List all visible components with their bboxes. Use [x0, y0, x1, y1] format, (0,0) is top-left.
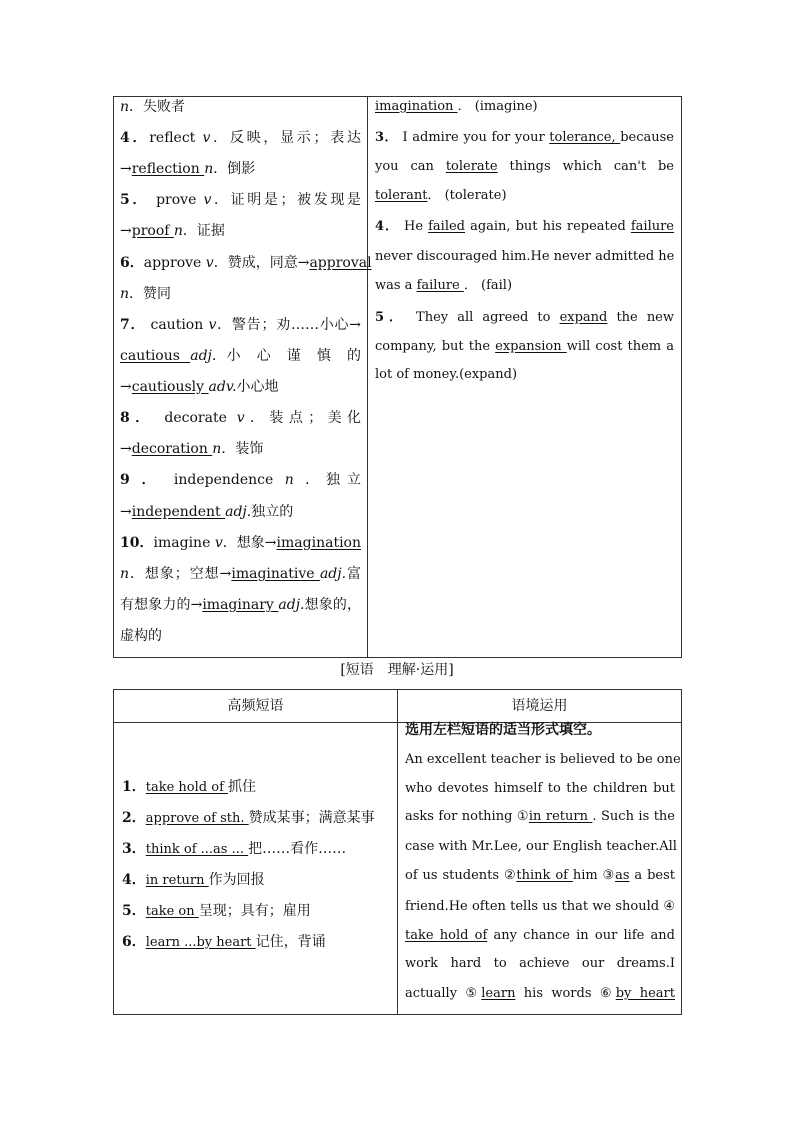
- text-line: [120, 470, 361, 490]
- answer-blank: in return: [528, 809, 593, 824]
- text-span: ．证明是；被发现是: [211, 192, 361, 208]
- context-line: [405, 926, 675, 946]
- answer-blank: imagination: [276, 535, 361, 551]
- text-span: things which can't be: [497, 159, 674, 174]
- phrase-text: learn ...by heart: [145, 935, 256, 950]
- phrase-number: 3．: [122, 841, 146, 857]
- text-span: adj.: [190, 348, 217, 364]
- text-span: v: [214, 535, 223, 551]
- text-span: any chance in our life and: [487, 928, 675, 943]
- text-span: actually ⑤: [405, 986, 482, 1001]
- phrase-meaning: 作为回报: [208, 872, 265, 888]
- phrase-item: [122, 870, 394, 891]
- context-line: [405, 779, 675, 799]
- text-line: [120, 564, 361, 584]
- text-span: I admire you for your: [397, 130, 550, 145]
- answer-blank: tolerant: [375, 188, 428, 203]
- text-span: n: [212, 441, 222, 457]
- text-span: →: [120, 223, 132, 239]
- text-line: [120, 502, 361, 522]
- context-line: [405, 720, 675, 740]
- text-span: ．证据: [182, 223, 225, 239]
- text-span: imagine: [153, 535, 215, 551]
- phrase-number: 4．: [122, 872, 146, 888]
- answer-blank: imaginary: [202, 597, 279, 613]
- phrase-meaning: 呈现；具有；雇用: [198, 903, 311, 919]
- answer-blank: cautious: [120, 348, 191, 364]
- text-span: ．赞同: [129, 286, 172, 302]
- answer-blank: imagination: [375, 99, 458, 114]
- answer-blank: by heart: [615, 986, 675, 1001]
- text-span: 7．: [120, 317, 146, 333]
- text-span: 3．: [375, 130, 398, 145]
- answer-blank: take hold of: [405, 928, 488, 943]
- text-span: n: [120, 566, 130, 582]
- text-line: [375, 97, 674, 117]
- phrase-meaning: 记住，背诵: [255, 934, 326, 950]
- text-line: [375, 128, 674, 148]
- phrase-item: [122, 777, 394, 798]
- text-line: [375, 247, 674, 267]
- text-span: 小心地: [236, 379, 279, 395]
- phrase-meaning: 抓住: [228, 779, 257, 795]
- text-span: adj.: [278, 597, 305, 613]
- text-span: 4．: [375, 219, 399, 234]
- text-span: 虚构的: [120, 628, 162, 644]
- text-span: 9 ．: [120, 472, 163, 488]
- phrase-number: 2．: [122, 810, 146, 826]
- vocabulary-left-column: [114, 97, 372, 657]
- text-line: [120, 159, 361, 179]
- text-span: ．警告；劝……小心→: [216, 317, 362, 333]
- text-line: [120, 346, 361, 366]
- text-line: [375, 186, 674, 206]
- text-span: a best: [629, 868, 675, 883]
- text-line: [120, 626, 361, 646]
- text-line: [120, 284, 361, 304]
- answer-blank: imaginative: [231, 566, 320, 582]
- phrase-text: take on: [145, 904, 199, 919]
- text-line: [120, 595, 361, 615]
- text-span: the new: [607, 310, 675, 325]
- answer-blank: failed: [428, 219, 465, 234]
- answer-blank: as: [615, 868, 630, 883]
- text-span: v: [203, 192, 212, 208]
- phrase-text: think of ...as ...: [145, 842, 249, 857]
- text-span: ．装饰: [221, 441, 264, 457]
- text-span: of us students ②: [405, 868, 517, 883]
- answer-blank: learn: [481, 986, 516, 1001]
- text-span: →: [120, 379, 132, 395]
- column-divider: [397, 690, 398, 1014]
- text-line: [375, 276, 674, 296]
- text-span: decorate: [154, 410, 237, 426]
- text-line: [120, 533, 361, 553]
- text-line: [120, 377, 361, 397]
- text-line: [375, 365, 674, 385]
- text-span: 富: [346, 566, 362, 582]
- text-line: [375, 308, 674, 328]
- vocabulary-table: [113, 96, 682, 658]
- text-span: n: [284, 472, 294, 488]
- text-span: He: [398, 219, 429, 234]
- text-line: [375, 337, 674, 357]
- phrase-number: 1．: [122, 779, 146, 795]
- context-line: [405, 866, 675, 886]
- text-line: [120, 128, 361, 148]
- context-line: [405, 897, 675, 917]
- text-span: They all agreed to: [406, 310, 560, 325]
- context-line: [405, 837, 675, 857]
- answer-blank: tolerate: [445, 159, 498, 174]
- text-span: 8．: [120, 410, 155, 426]
- text-span: 10．: [120, 535, 154, 551]
- text-span: 5．: [120, 192, 149, 208]
- vocabulary-right-column: [368, 97, 681, 657]
- text-span: v: [236, 410, 245, 426]
- phrase-text: approve of sth.: [145, 811, 249, 826]
- context-line: [405, 954, 675, 974]
- text-span: v: [208, 317, 217, 333]
- answer-blank: tolerance,: [549, 130, 621, 145]
- text-span: company, but the: [375, 339, 496, 354]
- text-span: friend.He often tells us that we should ④: [405, 899, 675, 914]
- text-span: reflect: [149, 130, 203, 146]
- text-span: n: [204, 161, 214, 177]
- text-span: adj.: [319, 566, 347, 582]
- text-span: caution: [145, 317, 209, 333]
- text-span: 4．: [120, 130, 150, 146]
- text-span: ．独立: [293, 472, 361, 488]
- text-span: will cost them a: [566, 339, 674, 354]
- text-span: case with Mr.Lee, our English teacher.All: [405, 839, 677, 854]
- text-span: 选用左栏短语的适当形式填空。: [405, 722, 601, 738]
- phrase-text: take hold of: [145, 780, 229, 795]
- text-span: 小 心 谨 慎 的: [216, 348, 361, 364]
- text-span: →: [120, 161, 132, 177]
- text-span: ．失败者: [129, 99, 186, 115]
- text-span: adv.: [208, 379, 237, 395]
- text-span: 独立的: [251, 504, 294, 520]
- text-span: An excellent teacher is believed to be one: [405, 752, 681, 767]
- text-span: ． (fail): [463, 278, 513, 293]
- header-high-frequency-phrases: 高频短语: [227, 698, 284, 714]
- text-span: work hard to achieve our dreams.I: [405, 956, 675, 971]
- text-span: ．装点；美化: [244, 410, 362, 426]
- text-span: because: [620, 130, 674, 145]
- text-span: adj.: [225, 504, 252, 520]
- text-span: v: [205, 255, 214, 271]
- text-span: v: [202, 130, 211, 146]
- text-line: [120, 190, 361, 210]
- text-line: [120, 97, 361, 117]
- text-span: 有想象力的→: [120, 597, 203, 613]
- text-line: [120, 315, 361, 335]
- answer-blank: independent: [131, 504, 226, 520]
- context-line: [405, 807, 675, 827]
- phrase-number: 5．: [122, 903, 146, 919]
- text-span: 想象的，: [304, 597, 361, 613]
- text-span: 6．: [120, 255, 144, 271]
- text-span: approve: [143, 255, 206, 271]
- answer-blank: failure: [630, 219, 675, 234]
- text-span: you can: [375, 159, 446, 174]
- context-line: [405, 984, 675, 1004]
- text-span: →: [120, 441, 132, 457]
- text-span: ． (imagine): [457, 99, 538, 114]
- text-line: [375, 217, 674, 237]
- text-span: →: [120, 504, 132, 520]
- text-span: ． (tolerate): [427, 188, 507, 203]
- text-span: again, but his repeated: [465, 219, 631, 234]
- text-span: was a: [375, 278, 417, 293]
- text-line: [120, 439, 361, 459]
- text-span: n: [120, 286, 130, 302]
- header-context-usage: 语境运用: [511, 698, 568, 714]
- text-span: 5．: [375, 310, 407, 325]
- phrase-text: in return: [145, 873, 209, 888]
- text-span: prove: [149, 192, 204, 208]
- text-span: ．想象；空想→: [129, 566, 232, 582]
- answer-blank: cautiously: [131, 379, 209, 395]
- answer-blank: think of: [516, 868, 573, 883]
- text-span: ．反映，显示；表达: [210, 130, 362, 146]
- answer-blank: failure: [416, 278, 464, 293]
- phrase-item: [122, 932, 394, 953]
- text-span: who devotes himself to the children but: [405, 781, 675, 796]
- section-heading: [短语 理解·运用]: [340, 662, 454, 678]
- phrase-item: [122, 839, 394, 860]
- text-span: independence: [162, 472, 285, 488]
- context-line: [405, 750, 681, 770]
- text-span: n: [173, 223, 183, 239]
- text-span: never discouraged him.He never admitted he: [375, 249, 675, 264]
- phrase-meaning: 赞成某事；满意某事: [248, 810, 375, 826]
- text-span: ．赞成，同意→: [213, 255, 310, 271]
- answer-blank: expand: [559, 310, 608, 325]
- text-span: him ③: [572, 868, 616, 883]
- text-line: [120, 221, 361, 241]
- text-span: . Such is the: [592, 809, 675, 824]
- text-span: lot of money.(expand): [375, 367, 518, 382]
- answer-blank: approval: [309, 255, 372, 271]
- answer-blank: reflection: [131, 161, 205, 177]
- text-span: n: [120, 99, 130, 115]
- answer-blank: expansion: [495, 339, 567, 354]
- text-span: asks for nothing ①: [405, 809, 529, 824]
- text-span: ．倒影: [213, 161, 256, 177]
- phrase-meaning: 把……看作……: [248, 841, 347, 857]
- answer-blank: proof: [131, 223, 174, 239]
- text-span: ．想象→: [222, 535, 277, 551]
- phrase-item: [122, 901, 394, 922]
- text-line: [375, 157, 674, 177]
- text-line: [120, 408, 361, 428]
- text-span: his words ⑥: [515, 986, 616, 1001]
- phrase-item: [122, 808, 394, 829]
- text-line: [120, 253, 372, 273]
- answer-blank: decoration: [131, 441, 213, 457]
- phrase-number: 6．: [122, 934, 146, 950]
- phrase-table: [113, 689, 682, 1015]
